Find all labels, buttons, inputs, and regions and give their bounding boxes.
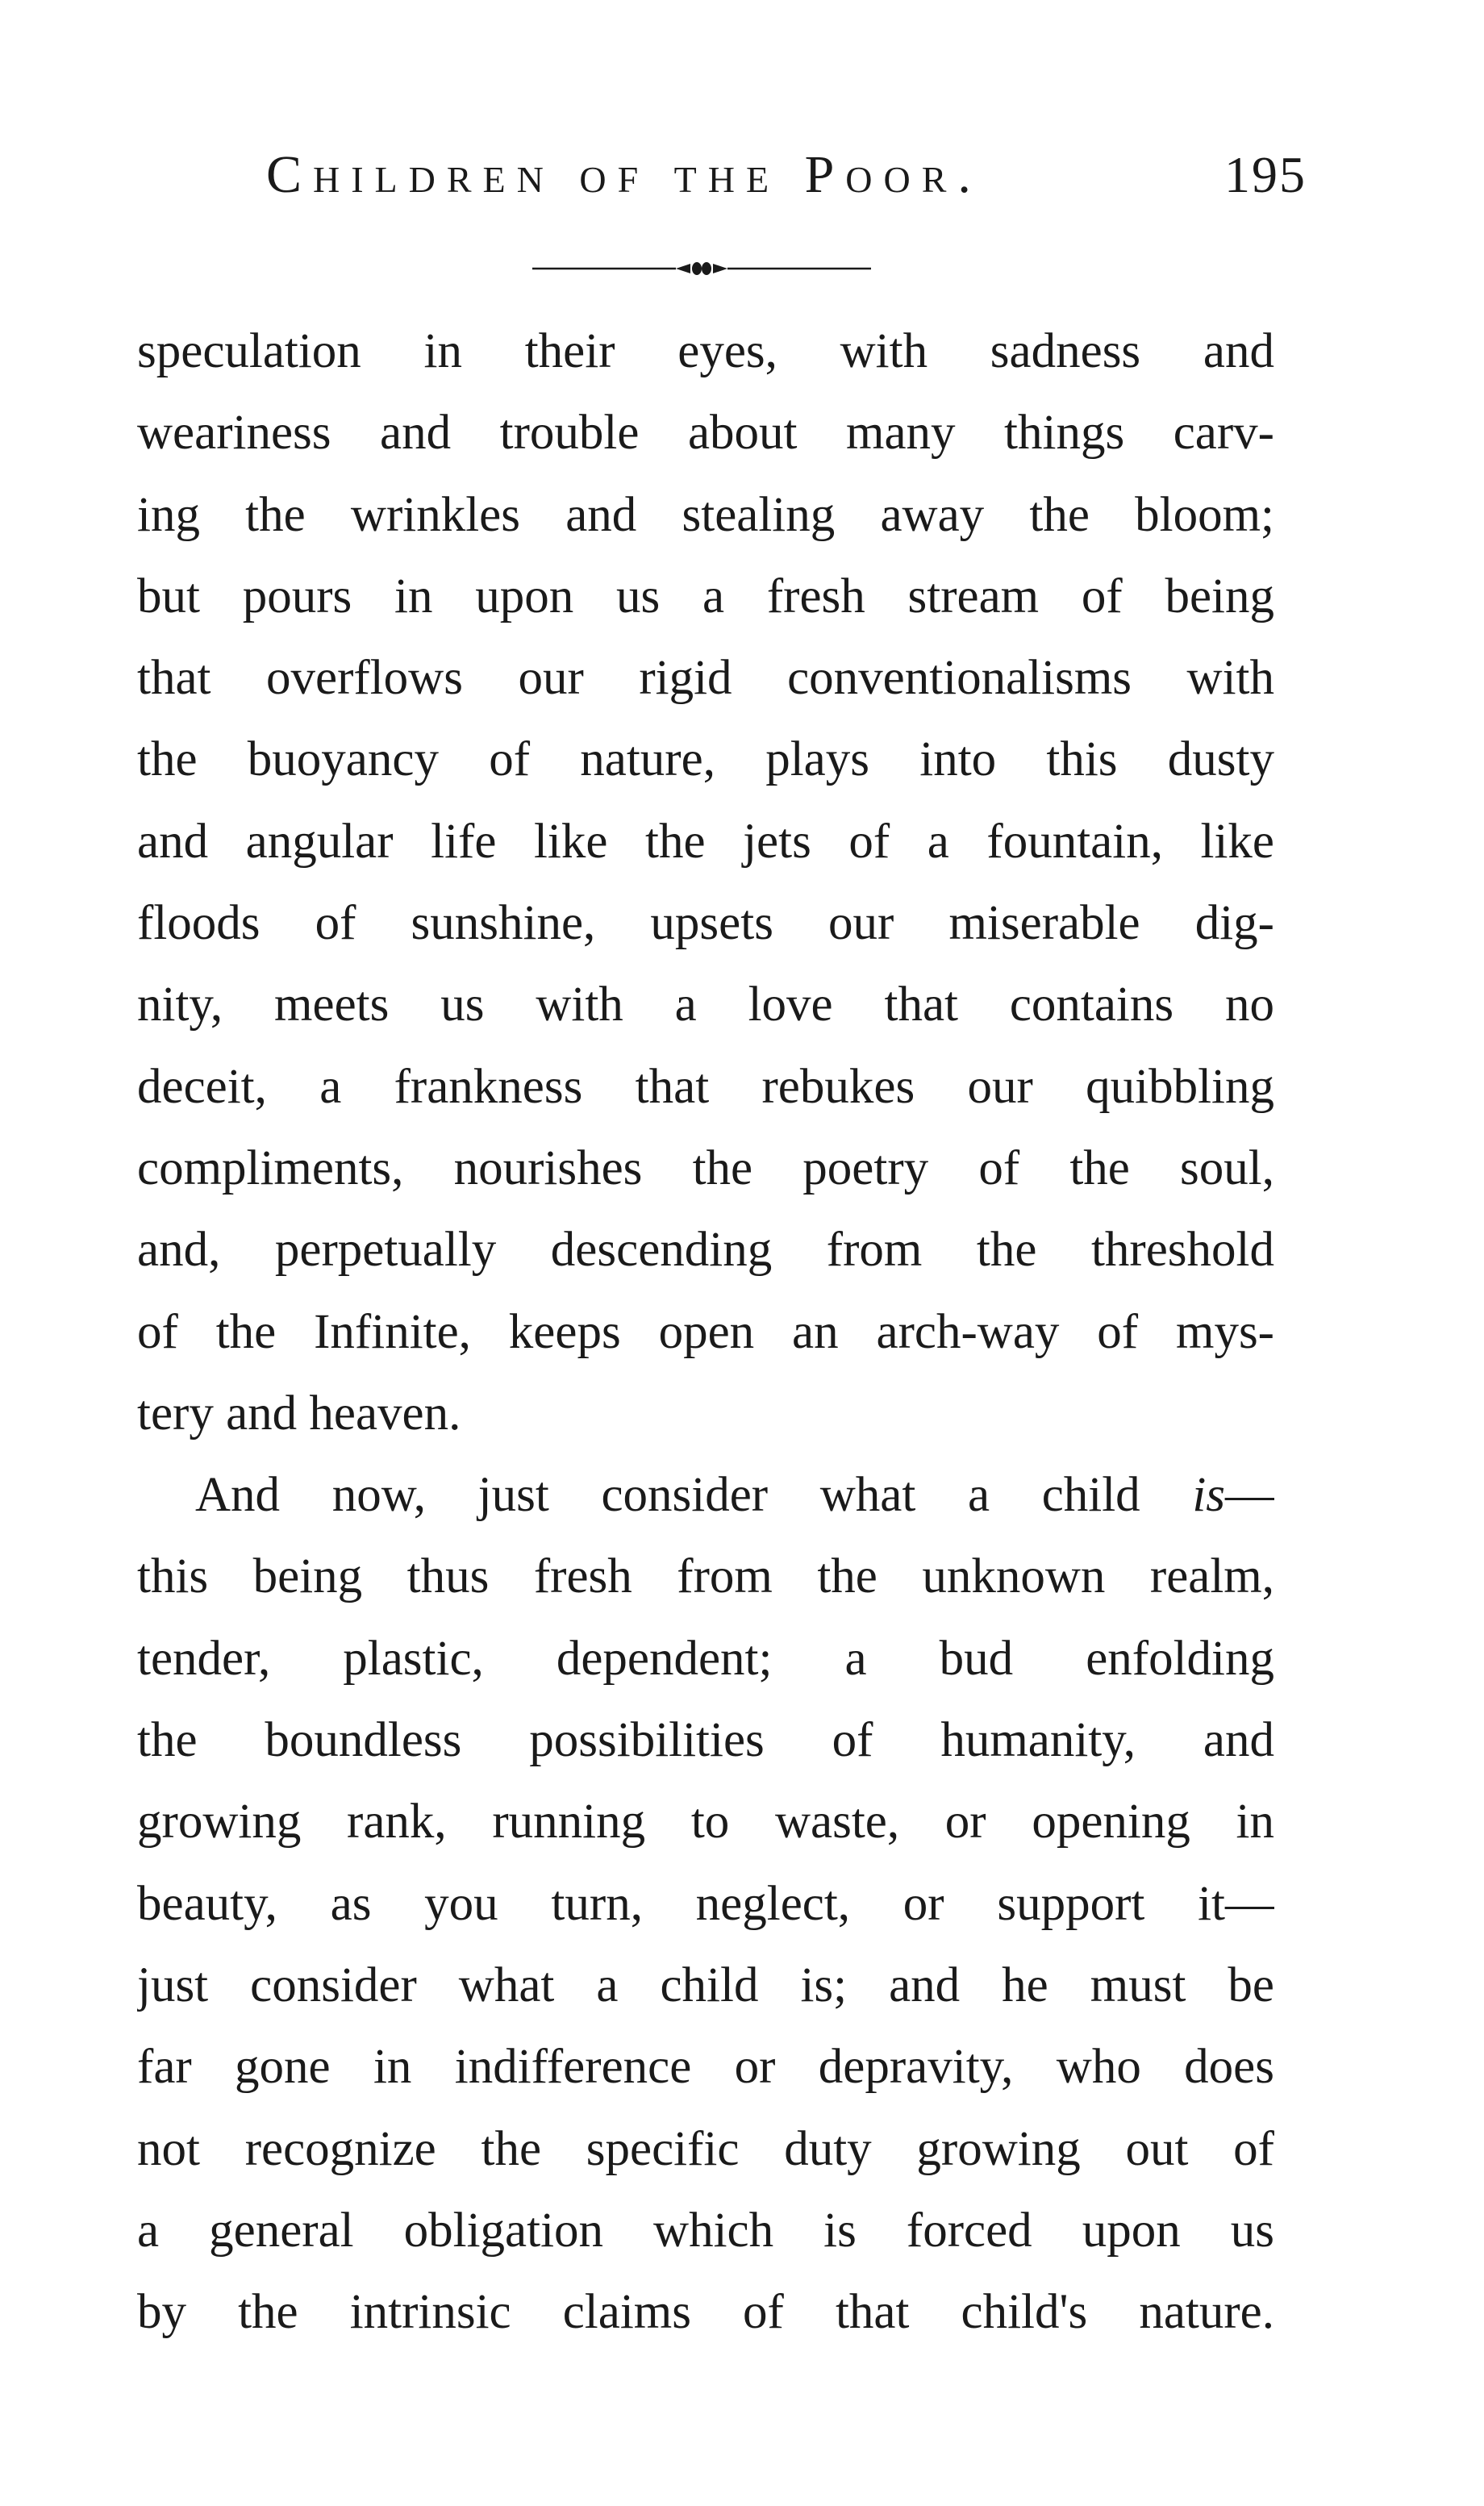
text-line: the boundless possibilities of humanity, and — [137, 1713, 1274, 1768]
text-line: beauty, as you turn, neglect, or support it— — [137, 1876, 1274, 1931]
paragraph-1 — [137, 311, 1274, 1454]
text-line: a general obligation which is forced upon us — [137, 2203, 1274, 2258]
body-text — [137, 311, 1274, 2353]
rule-ornament-icon — [532, 256, 871, 281]
text-line: just consider what a child is; and he must be — [137, 1958, 1274, 2012]
text-line: tender, plastic, dependent; a bud enfolding — [137, 1631, 1274, 1686]
text-line: the buoyancy of nature, plays into this dusty — [137, 732, 1274, 787]
text-line: and, perpetually descending from the threshold — [137, 1223, 1274, 1278]
running-title: Children of the Poor. — [266, 145, 982, 204]
text-line: that overflows our rigid conventionalisms with — [137, 651, 1274, 706]
text-line: nity, meets us with a love that contains no — [137, 978, 1274, 1032]
text-line: by the intrinsic claims of that child's nature. — [137, 2285, 1274, 2340]
text-line: not recognize the specific duty growing out of — [137, 2121, 1274, 2176]
text-line: speculation in their eyes, with sadness and — [137, 324, 1274, 378]
page-number: 195 — [1224, 146, 1307, 203]
text-line: ing the wrinkles and stealing away the bloom; — [137, 487, 1274, 542]
text-run: — — [1225, 1468, 1274, 1523]
text-line: of the Infinite, keeps open an arch-way of mys- — [137, 1304, 1274, 1359]
text-line-first — [137, 1454, 1274, 1536]
text-line: weariness and trouble about many things carv- — [137, 406, 1274, 461]
text-line: and angular life like the jets of a fountain, like — [137, 814, 1274, 869]
text-line: deceit, a frankness that rebukes our quibbling — [137, 1059, 1274, 1114]
text-line: compliments, nourishes the poetry of the soul, — [137, 1140, 1274, 1195]
text-line: this being thus fresh from the unknown realm, — [137, 1549, 1274, 1604]
text-line: tery and heaven. — [137, 1386, 461, 1441]
text-line: floods of sunshine, upsets our miserable dig- — [137, 896, 1274, 951]
text-run: And now, just consider what a child — [195, 1468, 1193, 1523]
emphasis-text: is — [1192, 1468, 1225, 1523]
text-line: but pours in upon us a fresh stream of being — [137, 569, 1274, 623]
text-line: growing rank, running to waste, or opening in — [137, 1795, 1274, 1849]
page-header — [266, 139, 1307, 211]
paragraph-2 — [137, 1454, 1274, 2353]
text-line: far gone in indifference or depravity, who does — [137, 2040, 1274, 2095]
